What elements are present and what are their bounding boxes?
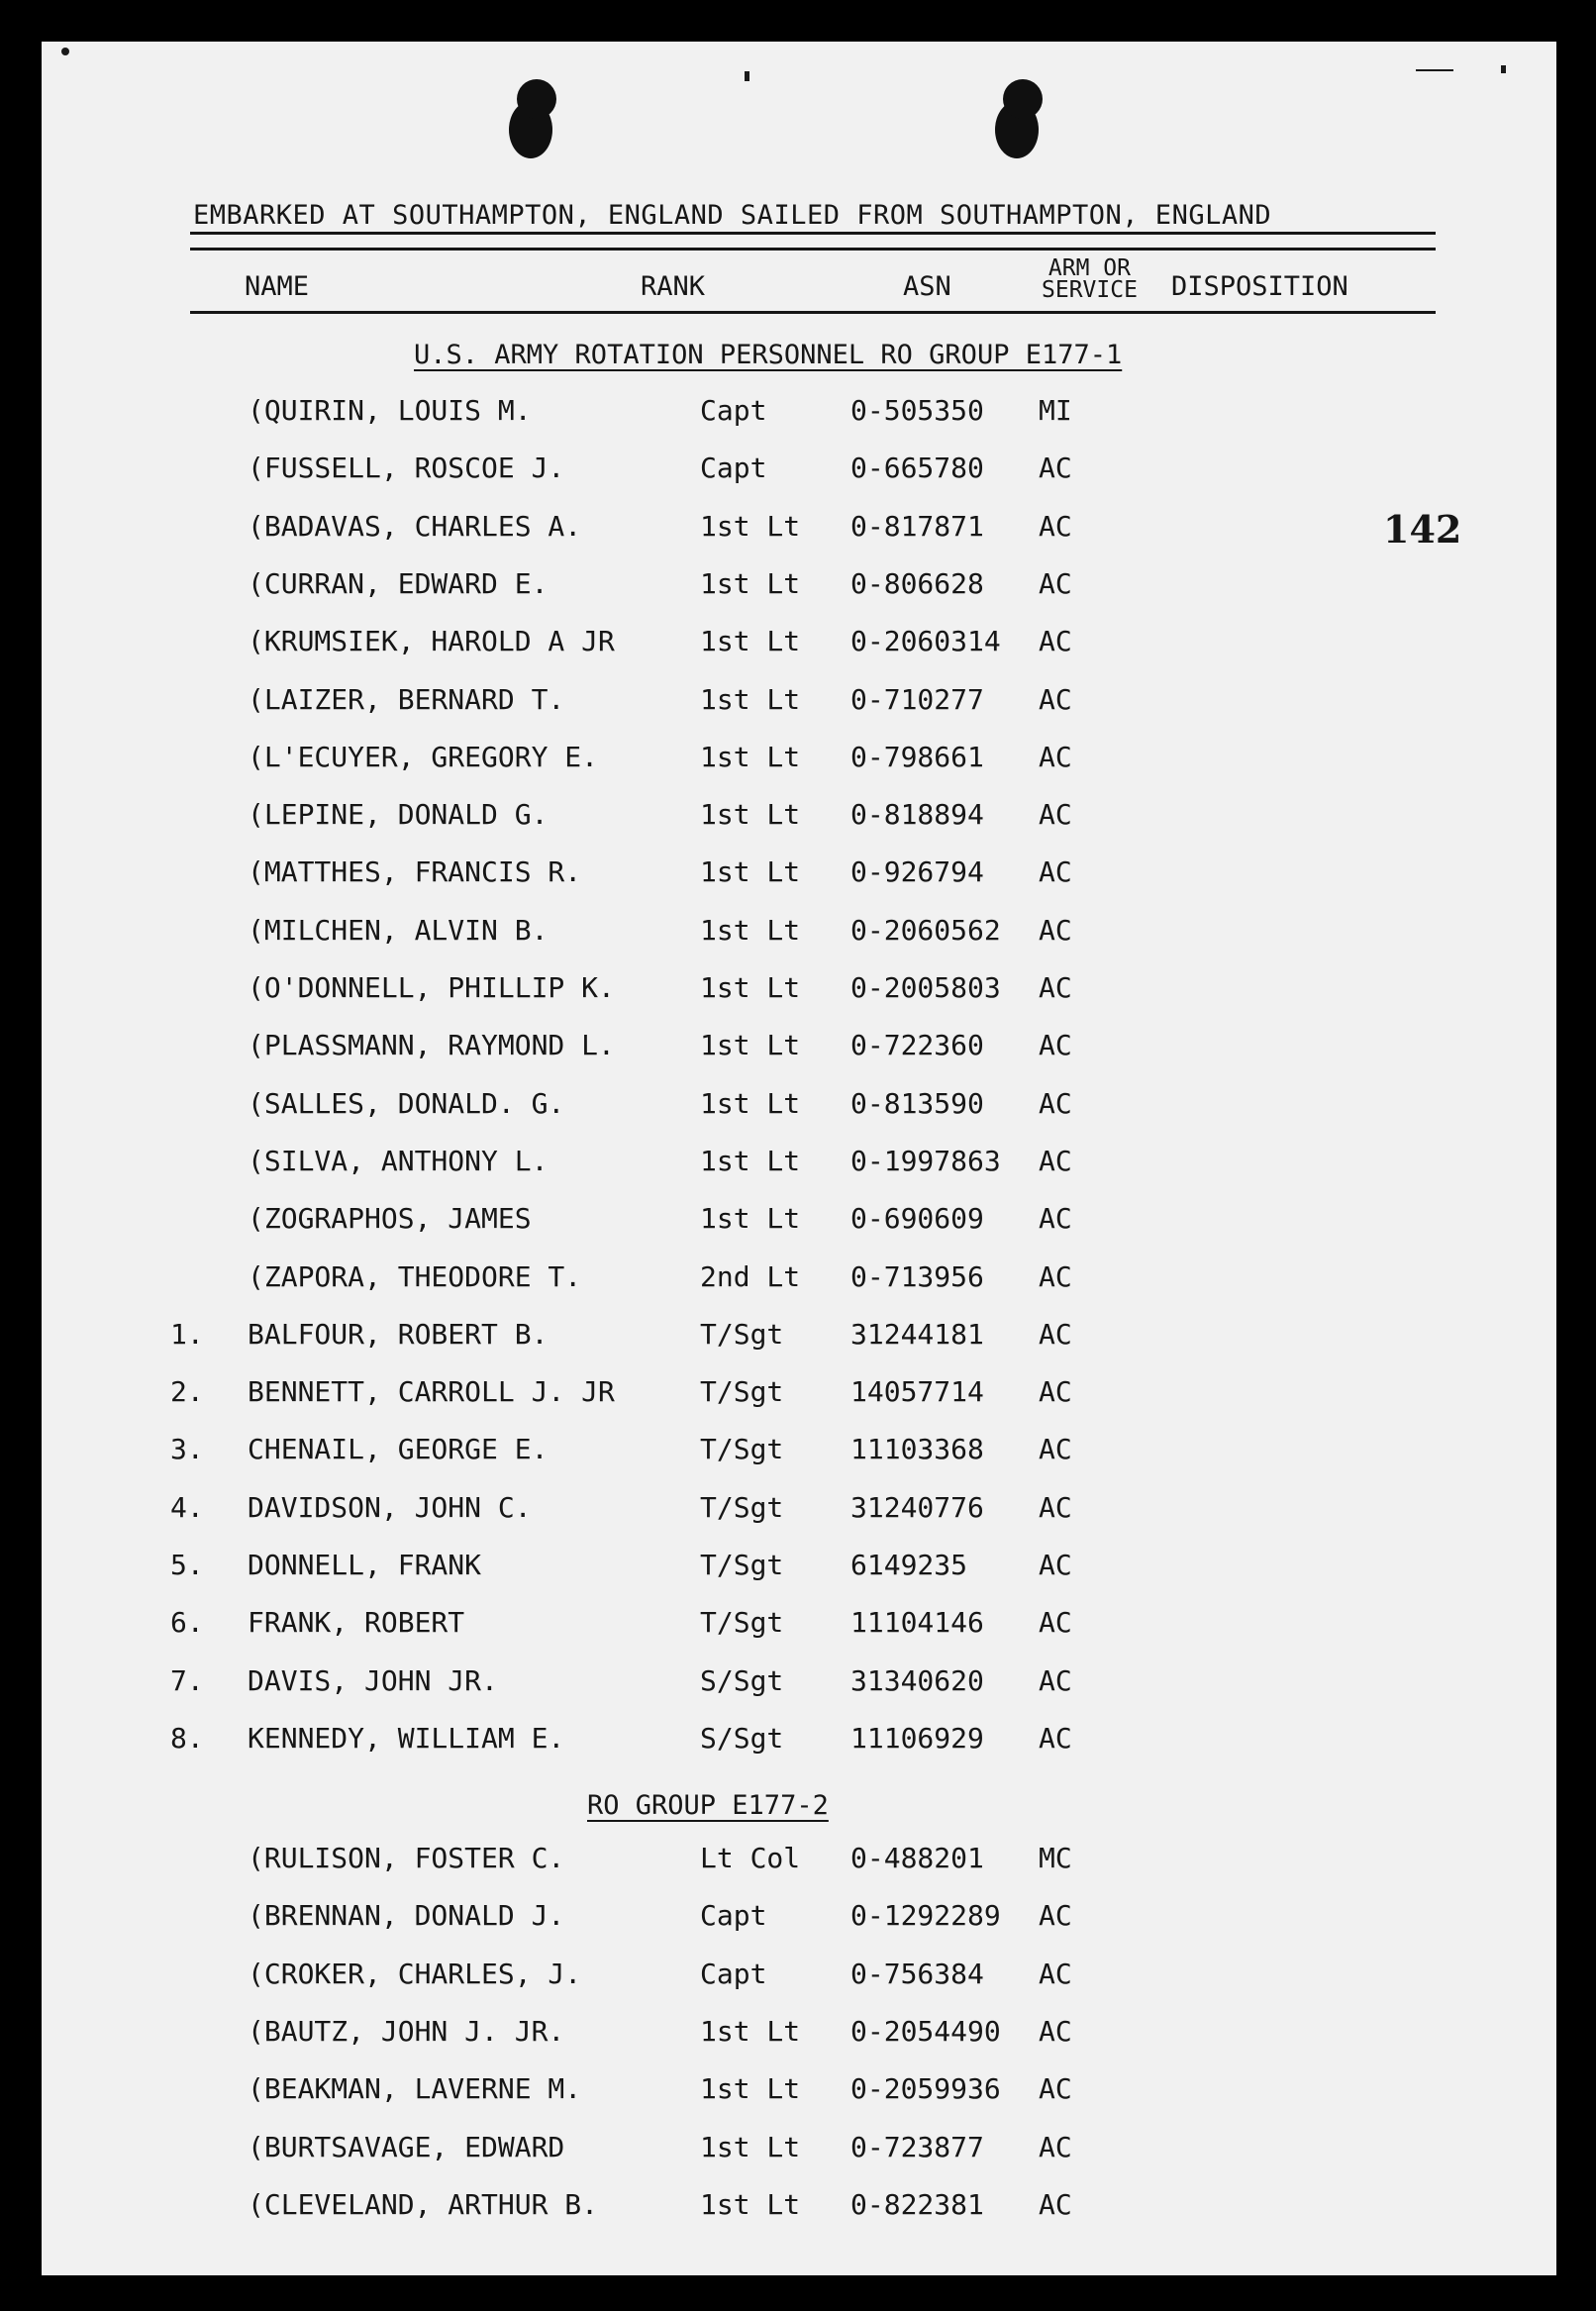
row-name: (CLEVELAND, ARTHUR B. [248,2187,599,2221]
roster-row [42,914,1556,954]
row-name: (L'ECUYER, GREGORY E. [248,740,599,773]
row-name: (BEAKMAN, LAVERNE M. [248,2072,582,2106]
row-name: (BADAVAS, CHARLES A. [248,509,582,543]
row-asn: 0-1997863 [850,1144,1001,1177]
row-name: (CROKER, CHARLES, J. [248,1957,582,1990]
row-rank: 1st Lt [700,2014,801,2048]
row-asn: 0-2059936 [850,2072,1001,2106]
arm-header-line2: SERVICE [1042,277,1138,303]
row-arm-or-service: AC [1039,798,1072,832]
page-number: 142 [1383,507,1462,552]
row-number: 4. [170,1490,204,1524]
section-title-group-1: U.S. ARMY ROTATION PERSONNEL RO GROUP E177-1 [414,340,1123,370]
row-asn: 0-813590 [850,1086,984,1120]
row-name: (KRUMSIEK, HAROLD A JR [248,625,615,658]
row-rank: 1st Lt [700,1144,801,1177]
roster-row [42,683,1556,723]
row-name: (LEPINE, DONALD G. [248,798,549,832]
row-asn: 0-926794 [850,855,984,889]
row-arm-or-service: AC [1039,1957,1072,1990]
row-rank: Capt [700,1899,767,1933]
row-name: FRANK, ROBERT [248,1606,465,1640]
row-asn: 31340620 [850,1663,984,1697]
punch-hole-left [509,101,552,158]
embarked-underline [190,232,1436,235]
row-name: (QUIRIN, LOUIS M. [248,394,532,427]
row-number: 6. [170,1606,204,1640]
row-name: (LAIZER, BERNARD T. [248,682,565,716]
row-asn: 0-2060562 [850,913,1001,947]
row-arm-or-service: AC [1039,2130,1072,2163]
row-arm-or-service: AC [1039,1086,1072,1120]
row-asn: 0-817871 [850,509,984,543]
row-name: (BAUTZ, JOHN J. JR. [248,2014,565,2048]
roster-row [42,1087,1556,1127]
row-name: BENNETT, CARROLL J. JR [248,1375,615,1409]
row-arm-or-service: AC [1039,1721,1072,1755]
row-asn: 0-2060314 [850,625,1001,658]
row-rank: 1st Lt [700,798,801,832]
roster-row [42,2188,1556,2228]
row-asn: 31240776 [850,1490,984,1524]
row-arm-or-service: AC [1039,1317,1072,1351]
row-arm-or-service: AC [1039,1490,1072,1524]
row-arm-or-service: AC [1039,855,1072,889]
row-rank: S/Sgt [700,1663,784,1697]
row-asn: 0-2054490 [850,2014,1001,2048]
document-page [42,42,1556,2275]
roster-row [42,798,1556,838]
row-asn: 0-665780 [850,452,984,485]
roster-row [42,971,1556,1011]
row-rank: T/Sgt [700,1433,784,1466]
row-arm-or-service: AC [1039,1375,1072,1409]
row-rank: T/Sgt [700,1317,784,1351]
column-header-disposition: DISPOSITION [1171,271,1348,302]
row-name: (ZOGRAPHOS, JAMES [248,1202,532,1236]
row-rank: T/Sgt [700,1375,784,1409]
row-name: BALFOUR, ROBERT B. [248,1317,549,1351]
row-rank: S/Sgt [700,1721,784,1755]
row-rank: 1st Lt [700,625,801,658]
row-rank: Capt [700,452,767,485]
row-arm-or-service: AC [1039,971,1072,1004]
scan-mark [1416,69,1453,71]
roster-row [42,394,1556,434]
row-name: (SILVA, ANTHONY L. [248,1144,549,1177]
row-arm-or-service: AC [1039,1549,1072,1581]
roster-row [42,2131,1556,2170]
row-asn: 0-488201 [850,1842,984,1874]
row-rank: 1st Lt [700,1086,801,1120]
roster-row [42,1491,1556,1531]
row-name: DONNELL, FRANK [248,1549,482,1581]
row-rank: 1st Lt [700,1029,801,1062]
row-arm-or-service: MI [1039,394,1072,427]
row-name: (BURTSAVAGE, EDWARD [248,2130,565,2163]
roster-row [42,1202,1556,1242]
roster-row [42,1433,1556,1472]
embarked-heading: EMBARKED AT SOUTHAMPTON, ENGLAND SAILED FROM SOUTHAMPTON, ENGLAND [193,200,1272,231]
row-rank: 1st Lt [700,971,801,1004]
row-rank: 1st Lt [700,2072,801,2106]
row-asn: 0-723877 [850,2130,984,2163]
row-name: (PLASSMANN, RAYMOND L. [248,1029,615,1062]
row-asn: 0-505350 [850,394,984,427]
row-asn: 6149235 [850,1549,968,1581]
roster-row [42,510,1556,550]
roster-row [42,1260,1556,1300]
row-rank: T/Sgt [700,1606,784,1640]
column-header-name: NAME [245,271,310,302]
row-asn: 11104146 [850,1606,984,1640]
row-number: 2. [170,1375,204,1409]
roster-row [42,1899,1556,1939]
scan-mark [1501,65,1506,73]
roster-row [42,567,1556,607]
row-asn: 0-818894 [850,798,984,832]
row-asn: 0-822381 [850,2187,984,2221]
scan-mark [61,48,69,55]
row-rank: Lt Col [700,1842,801,1874]
row-name: (MATTHES, FRANCIS R. [248,855,582,889]
arm-header-line1: ARM OR [1047,255,1132,281]
row-asn: 0-756384 [850,1957,984,1990]
row-arm-or-service: AC [1039,2072,1072,2106]
roster-row [42,1722,1556,1761]
row-asn: 0-806628 [850,566,984,600]
row-arm-or-service: AC [1039,1663,1072,1697]
row-arm-or-service: AC [1039,566,1072,600]
punch-hole-right [995,101,1039,158]
roster-row [42,1664,1556,1704]
roster-row [42,1549,1556,1588]
row-rank: 1st Lt [700,855,801,889]
roster-row [42,625,1556,664]
row-rank: 1st Lt [700,740,801,773]
roster-row [42,2072,1556,2112]
row-name: (SALLES, DONALD. G. [248,1086,565,1120]
row-asn: 0-2005803 [850,971,1001,1004]
roster-row [42,1145,1556,1184]
row-asn: 0-690609 [850,1202,984,1236]
row-arm-or-service: AC [1039,1259,1072,1293]
roster-row [42,855,1556,895]
row-arm-or-service: AC [1039,2187,1072,2221]
column-header-asn: ASN [903,271,951,302]
roster-row [42,2015,1556,2055]
row-arm-or-service: AC [1039,1433,1072,1466]
row-name: DAVIS, JOHN JR. [248,1663,498,1697]
row-arm-or-service: AC [1039,1606,1072,1640]
row-rank: 2nd Lt [700,1259,801,1293]
row-rank: 1st Lt [700,913,801,947]
header-rule-bottom [190,311,1436,314]
scan-mark [745,71,749,81]
row-arm-or-service: AC [1039,682,1072,716]
row-arm-or-service: AC [1039,509,1072,543]
row-rank: T/Sgt [700,1549,784,1581]
roster-row [42,1958,1556,1997]
row-name: CHENAIL, GEORGE E. [248,1433,549,1466]
row-rank: 1st Lt [700,2187,801,2221]
row-arm-or-service: AC [1039,1899,1072,1933]
row-rank: 1st Lt [700,682,801,716]
row-name: (BRENNAN, DONALD J. [248,1899,565,1933]
row-rank: Capt [700,394,767,427]
row-name: (MILCHEN, ALVIN B. [248,913,549,947]
column-header-arm-or-service [1042,257,1138,301]
row-number: 1. [170,1317,204,1351]
row-arm-or-service: AC [1039,625,1072,658]
roster-row [42,1842,1556,1881]
row-asn: 0-710277 [850,682,984,716]
roster-row [42,1375,1556,1415]
row-name: (RULISON, FOSTER C. [248,1842,565,1874]
row-name: (O'DONNELL, PHILLIP K. [248,971,615,1004]
roster-row [42,1029,1556,1068]
row-asn: 0-713956 [850,1259,984,1293]
row-asn: 0-798661 [850,740,984,773]
row-name: (ZAPORA, THEODORE T. [248,1259,582,1293]
row-rank: 1st Lt [700,509,801,543]
header-rule-top [190,248,1436,251]
row-asn: 0-722360 [850,1029,984,1062]
row-number: 5. [170,1549,204,1581]
row-asn: 14057714 [850,1375,984,1409]
row-name: (CURRAN, EDWARD E. [248,566,549,600]
row-name: DAVIDSON, JOHN C. [248,1490,532,1524]
row-name: KENNEDY, WILLIAM E. [248,1721,565,1755]
roster-row [42,1318,1556,1357]
row-number: 8. [170,1721,204,1755]
row-arm-or-service: MC [1039,1842,1072,1874]
row-asn: 31244181 [850,1317,984,1351]
row-number: 3. [170,1433,204,1466]
roster-row [42,741,1556,780]
row-asn: 11106929 [850,1721,984,1755]
row-rank: 1st Lt [700,1202,801,1236]
row-arm-or-service: AC [1039,913,1072,947]
row-name: (FUSSELL, ROSCOE J. [248,452,565,485]
row-rank: 1st Lt [700,2130,801,2163]
row-number: 7. [170,1663,204,1697]
row-arm-or-service: AC [1039,452,1072,485]
row-arm-or-service: AC [1039,1029,1072,1062]
row-arm-or-service: AC [1039,1202,1072,1236]
section-title-group-2: RO GROUP E177-2 [587,1790,829,1821]
row-asn: 11103368 [850,1433,984,1466]
row-rank: T/Sgt [700,1490,784,1524]
roster-row [42,452,1556,491]
row-arm-or-service: AC [1039,2014,1072,2048]
column-header-rank: RANK [641,271,706,302]
row-arm-or-service: AC [1039,740,1072,773]
row-rank: 1st Lt [700,566,801,600]
row-rank: Capt [700,1957,767,1990]
row-asn: 0-1292289 [850,1899,1001,1933]
roster-row [42,1606,1556,1646]
row-arm-or-service: AC [1039,1144,1072,1177]
